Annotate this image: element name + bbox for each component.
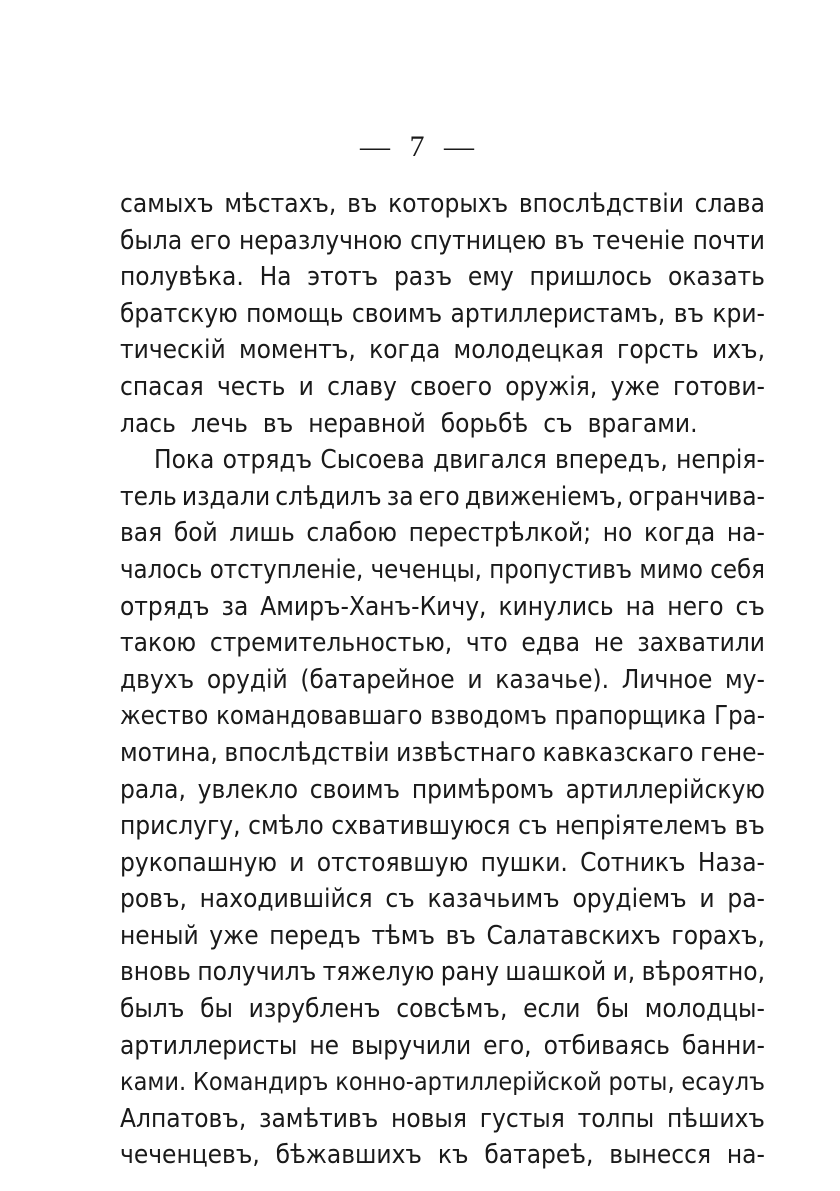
text-line bbox=[120, 259, 765, 296]
word: себя bbox=[710, 554, 765, 585]
word: почти bbox=[692, 225, 765, 256]
text-line bbox=[120, 479, 765, 516]
word: замѣтивъ bbox=[259, 1103, 379, 1134]
word: и bbox=[289, 847, 305, 878]
word: пропустивъ bbox=[489, 554, 633, 585]
word: и bbox=[467, 664, 483, 695]
word: ра- bbox=[727, 884, 765, 915]
word: отступленіе, bbox=[209, 554, 364, 585]
word: своимъ bbox=[309, 774, 401, 805]
word: (батарейное bbox=[300, 664, 455, 695]
word: къ bbox=[437, 1140, 469, 1171]
text-line bbox=[120, 589, 765, 626]
word: не bbox=[309, 1030, 340, 1061]
text-line bbox=[120, 552, 765, 589]
word: отрядъ bbox=[120, 591, 210, 622]
word: увлекло bbox=[197, 774, 299, 805]
word: съ bbox=[518, 811, 548, 842]
paragraph bbox=[120, 186, 765, 442]
word: и, bbox=[612, 957, 636, 988]
word: Командиръ bbox=[192, 1067, 329, 1097]
word: перестрѣлкой; bbox=[408, 518, 592, 549]
word: его bbox=[190, 225, 232, 256]
word: чеченцы, bbox=[370, 554, 482, 585]
word: кинулись bbox=[498, 591, 614, 622]
word: въ bbox=[445, 920, 476, 951]
word: вѣроятно, bbox=[641, 957, 765, 988]
word: отрядъ bbox=[222, 445, 313, 476]
word: него bbox=[667, 591, 724, 622]
word: уже bbox=[209, 920, 259, 951]
word: ками. bbox=[120, 1067, 187, 1097]
word: горсть bbox=[617, 335, 699, 366]
word: если bbox=[523, 994, 581, 1025]
word: уже bbox=[610, 371, 660, 402]
word: молодцы- bbox=[644, 994, 765, 1025]
word: ихъ, bbox=[712, 335, 765, 366]
word: отбиваясь bbox=[543, 1030, 670, 1061]
word: не bbox=[593, 628, 624, 659]
word: орудіемъ bbox=[572, 884, 687, 915]
text-line bbox=[120, 1101, 765, 1138]
word: казачьимъ bbox=[427, 884, 560, 915]
word: лишь bbox=[229, 518, 295, 549]
word: жество bbox=[120, 701, 209, 732]
word: разъ bbox=[393, 262, 453, 293]
text-line bbox=[120, 296, 765, 333]
word: новыя bbox=[391, 1103, 467, 1134]
word: извѣстнаго bbox=[396, 737, 536, 768]
text-line bbox=[120, 735, 765, 772]
word: прислугу, bbox=[120, 811, 241, 842]
word: въ bbox=[262, 408, 294, 439]
word: этотъ bbox=[307, 262, 379, 293]
word: кавказскаго bbox=[542, 737, 694, 768]
text-line bbox=[120, 515, 765, 552]
word: издали bbox=[181, 481, 271, 512]
word: за bbox=[221, 591, 249, 622]
word: пѣшихъ bbox=[666, 1103, 765, 1134]
word: мѣстахъ, bbox=[224, 189, 337, 219]
word: роты, bbox=[608, 1067, 675, 1097]
body-text bbox=[120, 186, 765, 1174]
word: бой bbox=[173, 518, 218, 549]
text-line bbox=[120, 1064, 765, 1101]
word: впослѣдствіи bbox=[224, 737, 390, 768]
word: Алпатовъ, bbox=[120, 1103, 247, 1134]
word: бы bbox=[596, 994, 630, 1025]
word: Салатавскихъ bbox=[486, 920, 661, 951]
word: съ bbox=[735, 591, 765, 622]
word: но bbox=[602, 518, 633, 549]
word: спасая bbox=[120, 371, 204, 402]
text-line bbox=[120, 406, 765, 443]
word: тяжелую bbox=[322, 957, 435, 988]
word: впослѣдствіи bbox=[518, 189, 684, 219]
word: ему bbox=[467, 262, 514, 293]
text-line bbox=[120, 808, 765, 845]
word: артиллерійскую bbox=[565, 774, 765, 805]
word: получилъ bbox=[197, 957, 317, 988]
word: Амиръ-Ханъ-Кичу, bbox=[260, 591, 487, 622]
word: когда bbox=[643, 518, 716, 549]
word: на- bbox=[726, 518, 765, 549]
word: мимо bbox=[639, 554, 703, 585]
word: тическій bbox=[120, 335, 226, 366]
word: изрубленъ bbox=[248, 994, 381, 1025]
word: захватили bbox=[637, 628, 765, 659]
word: въ bbox=[554, 225, 585, 256]
word: схватившуюся bbox=[331, 811, 511, 842]
word: своего bbox=[410, 371, 493, 402]
word: въ bbox=[347, 189, 378, 219]
word: артиллеристамъ, bbox=[450, 298, 666, 329]
word: смѣло bbox=[248, 811, 324, 842]
word: Пока bbox=[154, 445, 215, 476]
word: передъ bbox=[269, 920, 361, 951]
word: ровъ, bbox=[120, 884, 187, 915]
word: находившійся bbox=[199, 884, 373, 915]
word: пушки. bbox=[480, 847, 568, 878]
word: за bbox=[386, 481, 414, 512]
word: врагами. bbox=[587, 408, 698, 439]
word: вновь bbox=[120, 957, 191, 988]
word: казачье). bbox=[495, 664, 610, 695]
word: двухъ bbox=[120, 664, 195, 695]
word: стремительностью, bbox=[209, 628, 453, 659]
word: и bbox=[298, 371, 314, 402]
word: теченіе bbox=[592, 225, 685, 256]
word: неный bbox=[120, 920, 199, 951]
word: слѣдилъ bbox=[275, 481, 382, 512]
word: въ bbox=[673, 298, 705, 329]
word: неравной bbox=[308, 408, 426, 439]
word: чалось bbox=[120, 554, 203, 585]
word: пришлось bbox=[529, 262, 653, 293]
word: бѣжавшихъ bbox=[275, 1140, 422, 1171]
word: вая bbox=[120, 518, 163, 549]
word: которыхъ bbox=[388, 189, 509, 219]
text-line bbox=[120, 442, 765, 479]
word: вынесся bbox=[609, 1140, 712, 1171]
paragraph bbox=[120, 442, 765, 1174]
word: густыя bbox=[479, 1103, 565, 1134]
text-line bbox=[120, 369, 765, 406]
word: выручили bbox=[351, 1030, 472, 1061]
word: готови- bbox=[673, 371, 765, 402]
word: непріятелемъ bbox=[555, 811, 728, 842]
word: гене- bbox=[700, 737, 765, 768]
text-line bbox=[120, 881, 765, 918]
word: честь bbox=[216, 371, 286, 402]
word: банни- bbox=[681, 1030, 765, 1061]
word: слава bbox=[694, 189, 765, 219]
word: командовавшаго bbox=[216, 701, 423, 732]
word: на bbox=[625, 591, 656, 622]
text-line bbox=[120, 1137, 765, 1174]
text-line bbox=[120, 954, 765, 991]
word: примѣромъ bbox=[411, 774, 554, 805]
word: чеченцевъ, bbox=[120, 1140, 260, 1171]
word: его, bbox=[483, 1030, 532, 1061]
word: Сысоева bbox=[320, 445, 425, 476]
word: оказать bbox=[667, 262, 765, 293]
text-line bbox=[120, 332, 765, 369]
word: полувѣка. bbox=[120, 262, 244, 293]
word: прапорщика bbox=[554, 701, 707, 732]
word: былъ bbox=[120, 994, 185, 1025]
word: оружія, bbox=[505, 371, 598, 402]
word: братскую bbox=[120, 298, 238, 329]
word: борьбѣ bbox=[440, 408, 529, 439]
word: рукопашную bbox=[120, 847, 277, 878]
word: лечь bbox=[190, 408, 248, 439]
word: Сотникъ bbox=[580, 847, 686, 878]
word: рану bbox=[440, 957, 500, 988]
word: конно-артиллерійской bbox=[335, 1067, 602, 1097]
word: движеніемъ, bbox=[464, 481, 624, 512]
word: орудій bbox=[206, 664, 288, 695]
word: шашкой bbox=[505, 957, 607, 988]
word: двигался bbox=[433, 445, 547, 476]
word: взводомъ bbox=[430, 701, 547, 732]
text-line bbox=[120, 845, 765, 882]
word: такою bbox=[120, 628, 197, 659]
word: На bbox=[259, 262, 292, 293]
word: на- bbox=[726, 1140, 765, 1171]
word: тель bbox=[120, 481, 177, 512]
word: рала, bbox=[120, 774, 186, 805]
word: совсѣмъ, bbox=[396, 994, 508, 1025]
word: едва bbox=[521, 628, 581, 659]
word: тѣмъ bbox=[371, 920, 435, 951]
page-number: — 7 — bbox=[360, 130, 480, 163]
word: кри- bbox=[712, 298, 765, 329]
text-line bbox=[120, 1028, 765, 1065]
text-line bbox=[120, 772, 765, 809]
word: съ bbox=[385, 884, 415, 915]
word: отстоявшую bbox=[316, 847, 469, 878]
word: въ bbox=[734, 811, 765, 842]
word: непрія- bbox=[676, 445, 765, 476]
word: есаулъ bbox=[681, 1067, 765, 1097]
word: артиллеристы bbox=[120, 1030, 298, 1061]
word: Личное bbox=[621, 664, 713, 695]
text-line bbox=[120, 662, 765, 699]
text-line bbox=[120, 698, 765, 735]
word: Гра- bbox=[714, 701, 765, 732]
word: спутницею bbox=[410, 225, 547, 256]
word: когда bbox=[369, 335, 441, 366]
word: своимъ bbox=[351, 298, 443, 329]
word: лась bbox=[120, 408, 176, 439]
word: впередъ, bbox=[554, 445, 668, 476]
text-line bbox=[120, 186, 765, 223]
word: толпы bbox=[577, 1103, 655, 1134]
word: славу bbox=[327, 371, 397, 402]
word: съ bbox=[543, 408, 573, 439]
word: слабою bbox=[306, 518, 397, 549]
word: батареѣ, bbox=[484, 1140, 594, 1171]
text-line bbox=[120, 991, 765, 1028]
text-line bbox=[120, 223, 765, 260]
word: му- bbox=[725, 664, 765, 695]
word: Наза- bbox=[697, 847, 765, 878]
word: и bbox=[699, 884, 715, 915]
word: его bbox=[418, 481, 460, 512]
word: моментъ, bbox=[238, 335, 356, 366]
word: самыхъ bbox=[120, 189, 214, 219]
word: молодецкая bbox=[453, 335, 604, 366]
word: была bbox=[120, 225, 183, 256]
word: огранчива- bbox=[628, 481, 765, 512]
word: бы bbox=[200, 994, 233, 1025]
word: помощь bbox=[246, 298, 344, 329]
word: горахъ, bbox=[671, 920, 765, 951]
word: неразлучною bbox=[238, 225, 403, 256]
text-line bbox=[120, 625, 765, 662]
text-line bbox=[120, 918, 765, 955]
word: что bbox=[465, 628, 508, 659]
word: мотина, bbox=[120, 737, 218, 768]
